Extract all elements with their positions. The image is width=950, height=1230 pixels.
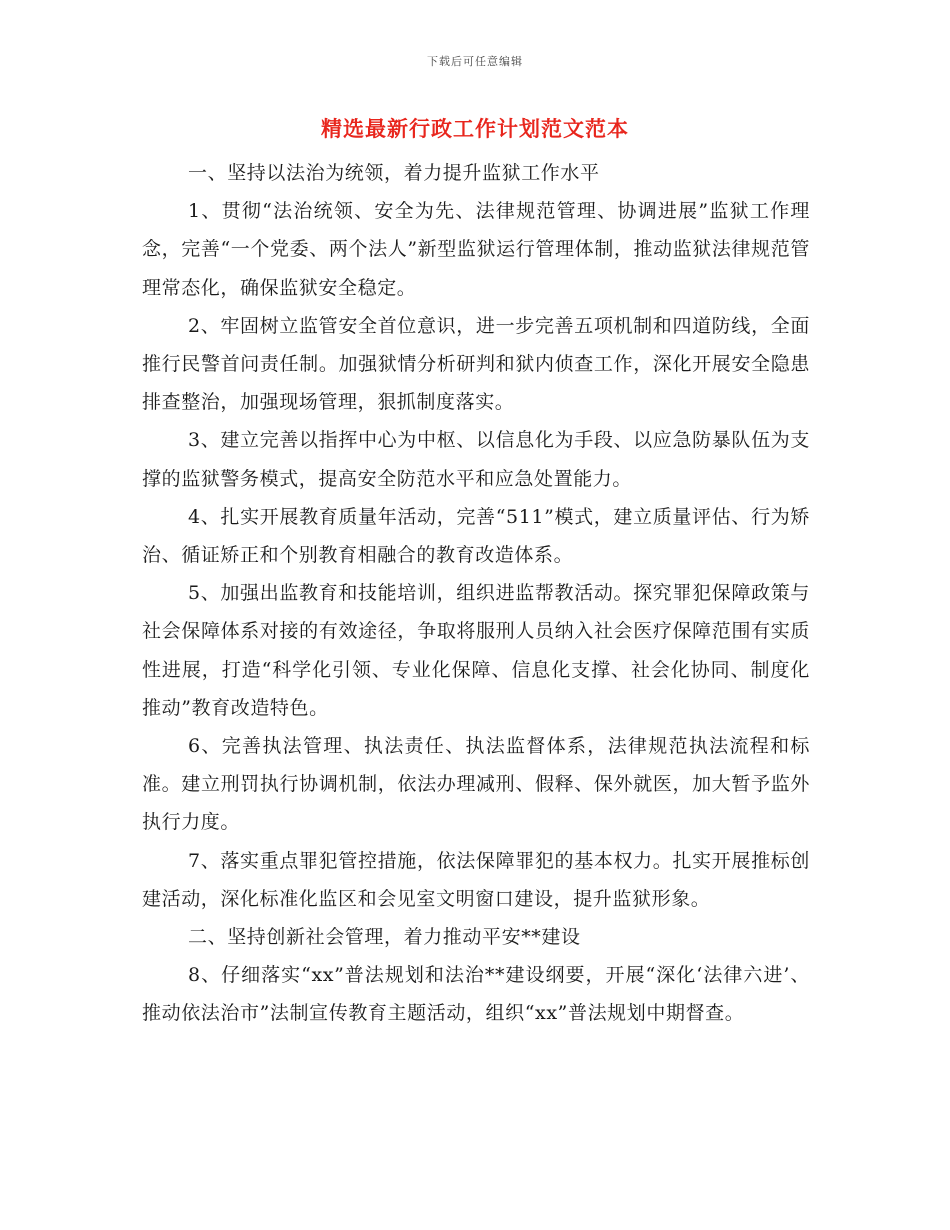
document-body [142, 154, 810, 1033]
paragraph-item-2: 2、牢固树立监管安全首位意识，进一步完善五项机制和四道防线，全面推行民警首问责任制。加强狱情分析研判和狱内侦查工作，深化开展安全隐患排查整治，加强现场管理，狠抓制度落实。 [142, 314, 810, 414]
paragraph-item-7: 7、落实重点罪犯管控措施，依法保障罪犯的基本权力。扎实开展推标创建活动，深化标准化监区和会见室文明窗口建设，提升监狱形象。 [142, 849, 810, 910]
paragraph-item-5: 5、加强出监教育和技能培训，组织进监帮教活动。探究罪犯保障政策与社会保障体系对接的有效途径，争取将服刑人员纳入社会医疗保障范围有实质性进展，打造“科学化引领、专业化保障、信息化支撑、社会化协同、制度化推动”教育改造特色。 [142, 582, 810, 719]
paragraph-item-6: 6、完善执法管理、执法责任、执法监督体系，法律规范执法流程和标准。建立刑罚执行协调机制，依法办理减刑、假释、保外就医，加大暂予监外执行力度。 [142, 735, 810, 834]
paragraph-item-1: 1、贯彻“法治统领、安全为先、法律规范管理、协调进展”监狱工作理念，完善“一个党委、两个法人”新型监狱运行管理体制，推动监狱法律规范管理常态化，确保监狱安全稳定。 [142, 200, 810, 299]
paragraph-item-3: 3、建立完善以指挥中心为中枢、以信息化为手段、以应急防暴队伍为支撑的监狱警务模式，提高安全防范水平和应急处置能力。 [142, 429, 810, 490]
paragraph-item-8: 8、仔细落实“xx”普法规划和法治**建设纲要，开展“深化‘法律六进’、推动依法治市”法制宣传教育主题活动，组织“xx”普法规划中期督查。 [142, 964, 810, 1025]
section-heading-1: 一、坚持以法治为统领，着力提升监狱工作水平 [188, 162, 600, 184]
paragraph-item-4: 4、扎实开展教育质量年活动，完善“511”模式，建立质量评估、行为矫治、循证矫正和个别教育相融合的教育改造体系。 [142, 505, 810, 567]
header-note: 下载后可任意编辑 [427, 55, 523, 68]
document-title: 精选最新行政工作计划范文范本 [321, 117, 629, 141]
section-heading-2: 二、坚持创新社会管理，着力推动平安**建设 [188, 926, 581, 949]
